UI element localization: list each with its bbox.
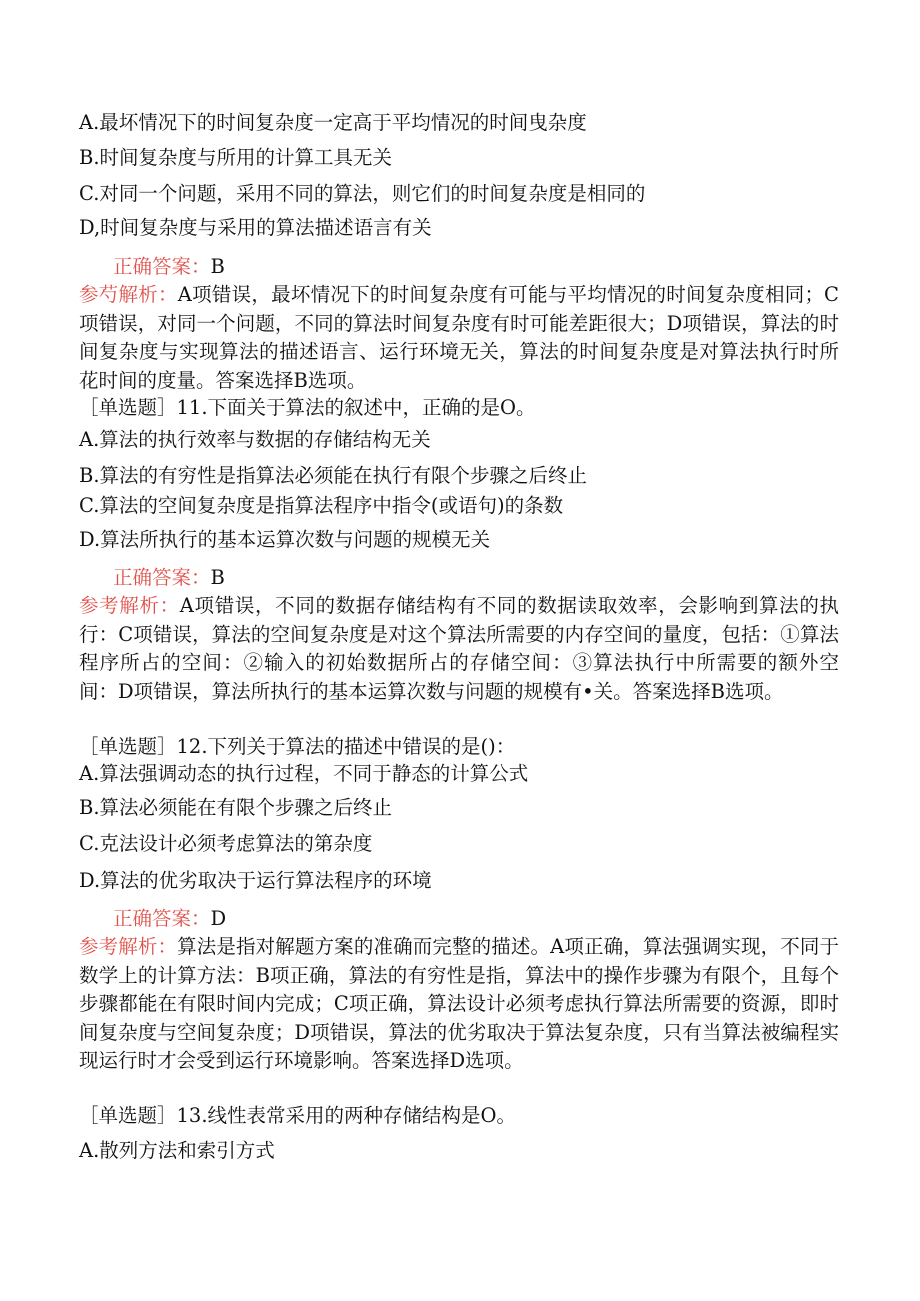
q12-option-d: D.算法的优劣取决于运行算法程序的环境 [79, 869, 432, 892]
answer-value: B [210, 255, 225, 278]
explanation-label: 参考解析： [79, 935, 178, 958]
answer-label: 正确答案： [113, 566, 211, 589]
q11-option-b: B.算法的有穷性是指算法必须能在执行有限个步骤之后终止 [79, 464, 588, 487]
q10-answer [113, 254, 860, 280]
explanation-text: 算法是指对解题方案的准确而完整的描述。A项正确，算法强调实现，不同于数学上的计算方法：B项正确，算法的有穷性是指，算法中的操作步骤为有限个，且每个步骤都能在有限时间内完成；C项正确，算法设计必须考虑执行算法所需要的资源，即时间复杂度与空间复杂度；D项错误，算法的优劣取决于算法复杂度，只有当算法被编程实现运行时才会受到运行环境影响。答案选择D选项。 [79, 935, 839, 1073]
q11-question: ［单选题］11.下面关于算法的叙述中，正确的是O。 [79, 396, 536, 419]
q12-question: ［单选题］12.下列关于算法的描述中错误的是()： [79, 735, 516, 758]
q12-answer [113, 906, 860, 932]
q10-option-a: A.最坏情况下的时间复杂度一定高于平均情况的时间曳杂度 [79, 111, 587, 134]
answer-label: 正确答案： [113, 907, 211, 930]
answer-label: 正确答案： [113, 255, 211, 278]
explanation-text: A项错误，不同的数据存储结构有不同的数据读取效率，会影响到算法的执行：C项错误，算法的空间复杂度是对这个算法所需要的内存空间的量度，包括：①算法程序所占的空间：②输入的初始数据所占的存储空间：③算法执行中所需要的额外空间：D项错误，算法所执行的基本运算次数与问题的规模有•关。答案选择B选项。 [79, 594, 839, 703]
q13-question: ［单选题］13.线性表常采用的两种存储结构是O。 [79, 1104, 516, 1127]
q11-option-d: D.算法所执行的基本运算次数与问题的规模无关 [79, 528, 491, 551]
answer-value: D [210, 907, 227, 930]
q10-option-b: B.时间复杂度与所用的计算工具无关 [79, 146, 393, 169]
q11-option-c: C.算法的空间复杂度是指算法程序中指令(或语句)的条数 [79, 494, 564, 517]
explanation-label: 参芍解析： [79, 283, 178, 306]
answer-value: B [210, 566, 225, 589]
q12-explanation [79, 933, 839, 1076]
q13-option-a: A.散列方法和索引方式 [79, 1139, 275, 1162]
q11-answer [113, 565, 860, 591]
explanation-text: A项错误，最坏情况下的时间复杂度有可能与平均情况的时间复杂度相同；C项错误，对同一个问题，不同的算法时间复杂度有时可能差距很大；D项错误，算法的时间复杂度与实现算法的描述语言、运行环境无关，算法的时间复杂度是对算法执行时所花时间的度量。答案选择B选项。 [79, 283, 839, 392]
q11-option-a: A.算法的执行效率与数据的存储结构无关 [79, 428, 431, 451]
q12-option-c: C.克法设计必须考虑算法的第杂度 [79, 832, 373, 855]
q12-option-b: B.算法必须能在有限个步骤之后终止 [79, 796, 393, 819]
q11-explanation [79, 592, 839, 706]
q12-option-a: A.算法强调动态的执行过程，不同于静态的计算公式 [79, 762, 529, 785]
q10-option-d: D,时间复杂度与采用的算法描述语言有关 [79, 216, 432, 239]
explanation-label: 参考解析： [79, 594, 180, 617]
q10-option-c: C.对同一个问题，采用不同的算法，则它们的时间复杂度是相同的 [79, 182, 646, 205]
q10-explanation [79, 281, 839, 395]
